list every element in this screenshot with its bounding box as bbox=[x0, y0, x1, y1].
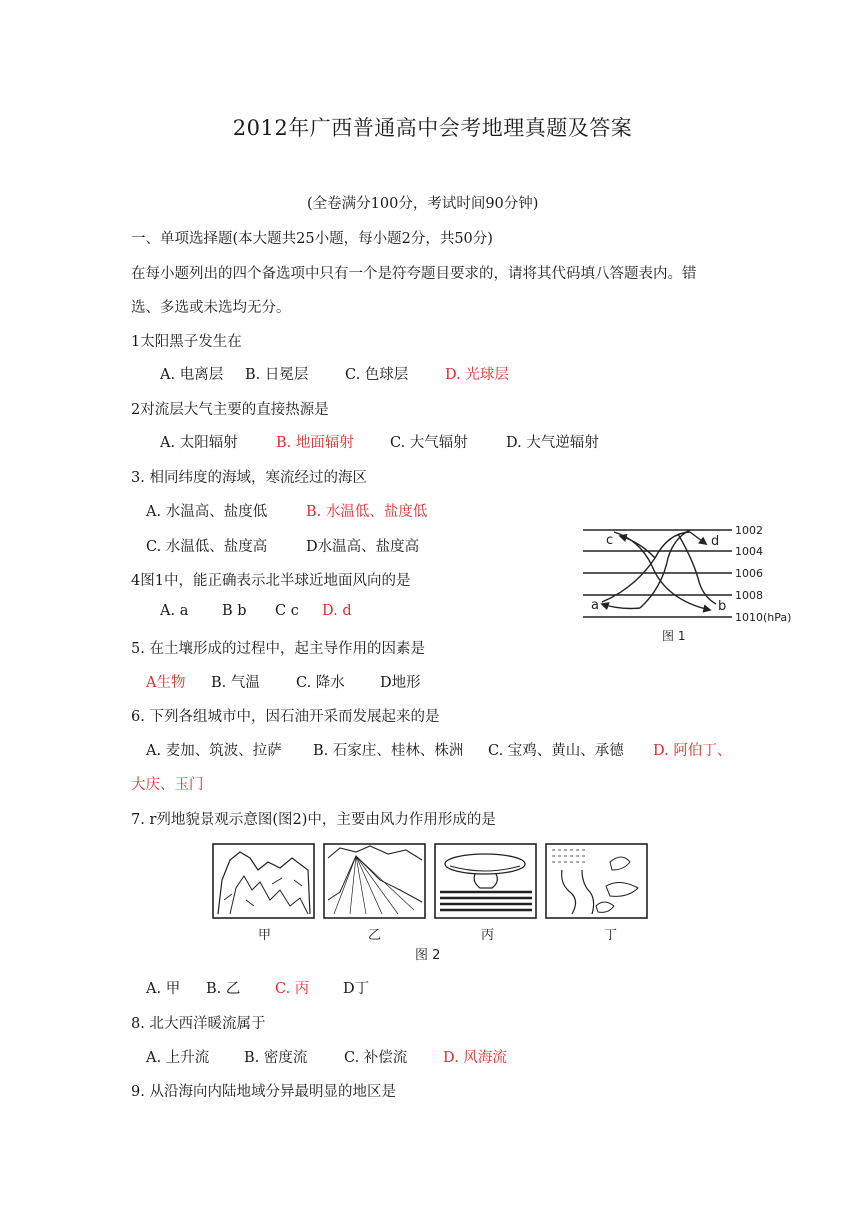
q6-option-d-answer: D. 阿伯丁、 bbox=[653, 743, 732, 759]
question-2-stem: 2对流层大气主要的直接热源是 bbox=[131, 402, 329, 418]
q2-option-d: D. 大气逆辐射 bbox=[506, 435, 599, 451]
figure-1-caption: 图 1 bbox=[662, 629, 686, 643]
wind-arrow-a bbox=[602, 604, 640, 609]
question-9-stem: 9. 从沿海向内陆地域分异最明显的地区是 bbox=[131, 1084, 396, 1100]
q6-option-d-continued: 大庆、玉门 bbox=[131, 777, 204, 793]
isobar-label: 1010(hPa) bbox=[735, 611, 792, 624]
q7-option-b: B. 乙 bbox=[206, 981, 241, 997]
q6-option-b: B. 石家庄、桂林、株洲 bbox=[313, 743, 464, 759]
question-4-stem: 4图1中，能正确表示北半球近地面风向的是 bbox=[131, 573, 411, 589]
q8-option-c: C. 补偿流 bbox=[344, 1050, 408, 1066]
q7-option-a: A. 甲 bbox=[146, 981, 181, 997]
panel-bing bbox=[435, 844, 536, 918]
q1-option-c: C. 色球层 bbox=[345, 367, 409, 383]
question-5-stem: 5. 在土壤形成的过程中，起主导作用的因素是 bbox=[131, 641, 425, 657]
figure-2-landform-illustrations bbox=[210, 840, 660, 965]
subtitle: (全卷满分100分，考试时间90分钟) bbox=[307, 196, 539, 212]
q1-option-a: A. 电离层 bbox=[160, 367, 224, 383]
panel-jia bbox=[213, 844, 314, 918]
q2-option-b-answer: B. 地面辐射 bbox=[276, 435, 354, 451]
q2-option-c: C. 大气辐射 bbox=[390, 435, 468, 451]
q3-option-b-answer: B. 水温低、盐度低 bbox=[306, 504, 428, 520]
figure-2-caption: 图 2 bbox=[415, 948, 441, 963]
section-heading: 一、单项选择题(本大题共25小题，每小题2分，共50分) bbox=[131, 231, 493, 247]
q1-option-b: B. 日冕层 bbox=[245, 367, 309, 383]
question-6-stem: 6. 下列各组城市中，因石油开采而发展起来的是 bbox=[131, 709, 440, 725]
question-3-stem: 3. 相同纬度的海域，寒流经过的海区 bbox=[131, 470, 367, 486]
panel-label-ding: 丁 bbox=[604, 928, 618, 943]
q7-option-d: D丁 bbox=[343, 981, 370, 997]
panel-label-bing: 丙 bbox=[481, 928, 495, 943]
q4-option-d-answer: D. d bbox=[322, 603, 352, 619]
instruction-line-1: 在每小题列出的四个备选项中只有一个是符夸题目要求的，请将其代码填八答题表内。错 bbox=[131, 266, 697, 282]
q8-option-d-answer: D. 风海流 bbox=[443, 1050, 507, 1066]
isobar-label: 1002 bbox=[735, 524, 763, 537]
q5-option-c: C. 降水 bbox=[296, 675, 345, 691]
page-title: 2012年广西普通高中会考地理真题及答案 bbox=[232, 116, 633, 140]
q5-option-d: D地形 bbox=[380, 675, 421, 691]
q2-option-a: A. 太阳辐射 bbox=[160, 435, 238, 451]
isobar-label: 1006 bbox=[735, 567, 763, 580]
question-1-stem: 1太阳黑子发生在 bbox=[131, 334, 242, 350]
instruction-line-2: 选、多选或未选均无分。 bbox=[131, 300, 291, 316]
q8-option-a: A. 上升流 bbox=[146, 1050, 210, 1066]
panel-label-yi: 乙 bbox=[368, 928, 382, 943]
question-7-stem: 7. r列地貌景观示意图(图2)中，主要由风力作用形成的是 bbox=[131, 812, 496, 828]
arrow-label-c: c bbox=[606, 533, 614, 548]
question-8-stem: 8. 北大西洋暖流属于 bbox=[131, 1016, 266, 1032]
q7-option-c-answer: C. 丙 bbox=[275, 981, 310, 997]
arrow-label-a: a bbox=[591, 598, 599, 613]
q6-option-a: A. 麦加、筑波、拉萨 bbox=[146, 743, 282, 759]
q5-option-a-answer: A生物 bbox=[146, 675, 186, 691]
q4-option-a: A. a bbox=[160, 603, 189, 619]
q1-option-d-answer: D. 光球层 bbox=[445, 367, 509, 383]
arrow-label-b: b bbox=[718, 599, 727, 614]
isobar-label: 1008 bbox=[735, 589, 763, 602]
panel-label-jia: 甲 bbox=[258, 928, 272, 943]
q3-option-c: C. 水温低、盐度高 bbox=[146, 539, 268, 555]
arrow-label-d: d bbox=[711, 534, 720, 549]
figure-1-isobar-diagram bbox=[580, 518, 800, 646]
wind-curve bbox=[602, 532, 690, 602]
q4-option-b: B b bbox=[222, 603, 247, 619]
q8-option-b: B. 密度流 bbox=[244, 1050, 308, 1066]
q6-option-c: C. 宝鸡、黄山、承德 bbox=[488, 743, 624, 759]
q4-option-c: C c bbox=[275, 603, 299, 619]
q3-option-d: D水温高、盐度高 bbox=[306, 539, 420, 555]
q5-option-b: B. 气温 bbox=[211, 675, 260, 691]
q3-option-a: A. 水温高、盐度低 bbox=[146, 504, 268, 520]
isobar-label: 1004 bbox=[735, 545, 763, 558]
wind-arrow-c bbox=[620, 536, 655, 558]
wind-arrow-d bbox=[690, 532, 706, 544]
